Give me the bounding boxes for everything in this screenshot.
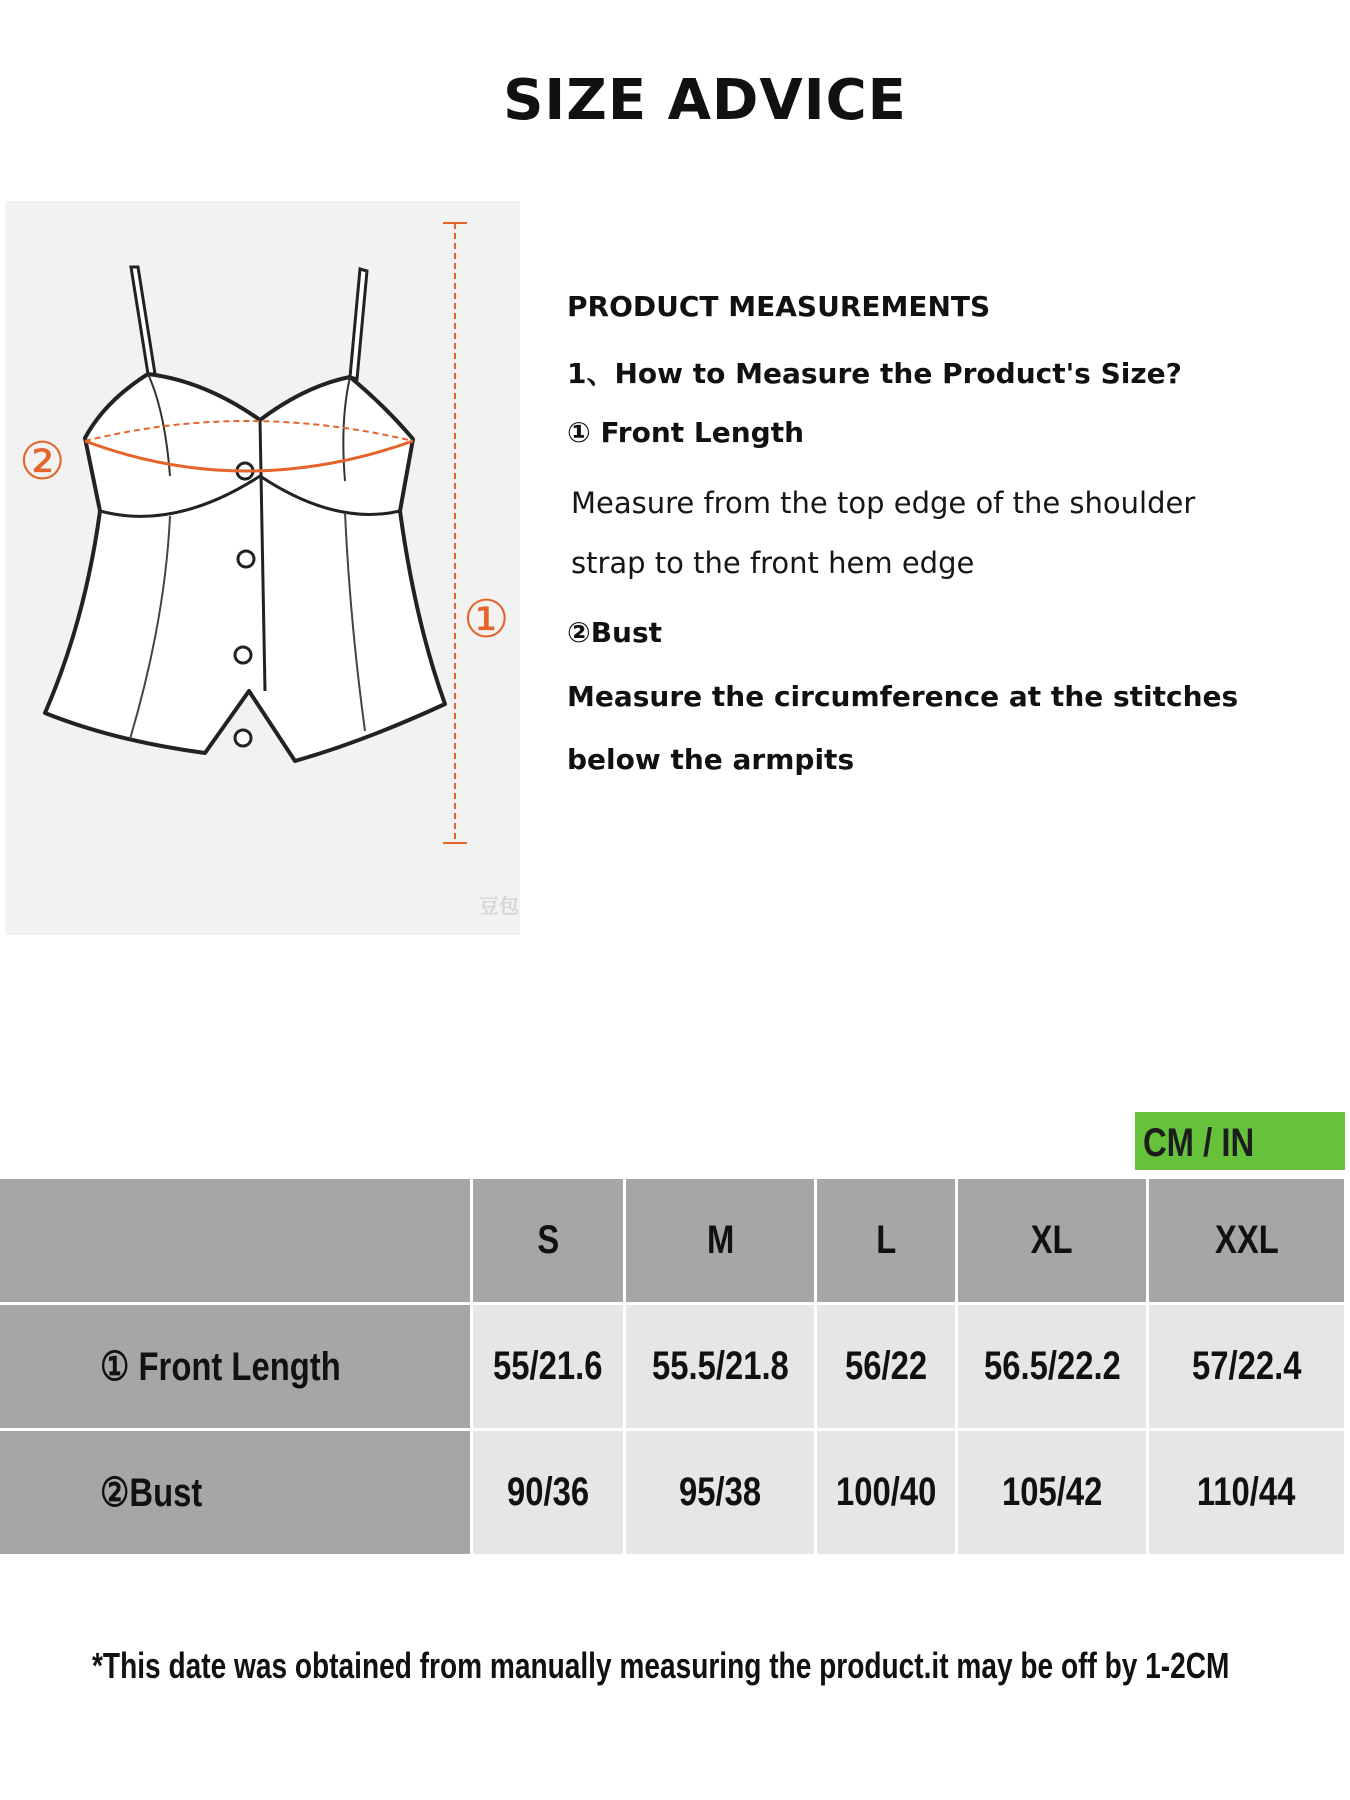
unit-badge: [1135, 1112, 1345, 1170]
row-label-bust: [0, 1431, 470, 1554]
table-cell: [817, 1431, 955, 1554]
garment-measurement-diagram: [5, 201, 520, 935]
size-label: XL: [1031, 1218, 1073, 1262]
button: [235, 647, 251, 663]
table-cell: [473, 1305, 623, 1428]
right-strap: [350, 269, 367, 379]
front-length-desc-line1: Measure from the top edge of the shoulder: [571, 486, 1196, 520]
cell-value: 55.5/21.8: [651, 1344, 789, 1388]
left-strap: [131, 267, 155, 374]
cell-value: 57/22.4: [1191, 1344, 1302, 1388]
cell-value: 90/36: [507, 1470, 590, 1514]
cell-value: 95/38: [679, 1470, 762, 1514]
button: [238, 551, 254, 567]
row-label-text: ②Bust: [100, 1470, 203, 1515]
size-label: M: [706, 1218, 734, 1262]
length-marker: ①: [463, 590, 510, 650]
watermark-logo: 豆包: [479, 894, 519, 918]
size-header-cell: [817, 1179, 955, 1302]
table-cell: [626, 1431, 814, 1554]
table-cell: [626, 1305, 814, 1428]
cell-value: 56/22: [845, 1344, 928, 1388]
table-row: [0, 1305, 1344, 1428]
bust-title: ②Bust: [567, 616, 663, 649]
instructions-question: 1、How to Measure the Product's Size?: [567, 357, 1182, 390]
table-cell: [473, 1431, 623, 1554]
table-cell: [1149, 1431, 1344, 1554]
size-header-cell: [1149, 1179, 1344, 1302]
cell-value: 110/44: [1197, 1470, 1296, 1514]
camisole-sketch: [5, 201, 520, 935]
front-length-desc-line2: strap to the front hem edge: [571, 546, 975, 580]
table-cell: [958, 1305, 1146, 1428]
front-length-title: ① Front Length: [567, 416, 805, 449]
row-label-front-length: [0, 1305, 470, 1428]
size-header-cell: [958, 1179, 1146, 1302]
size-label: L: [876, 1218, 897, 1262]
measurement-disclaimer: *This date was obtained from manually measuring the product.it may be off by 1-2CM: [92, 1645, 1230, 1686]
cell-value: 55/21.6: [493, 1344, 603, 1388]
unit-label: CM / IN: [1143, 1121, 1255, 1165]
bust-desc-line1: Measure the circumference at the stitches: [567, 680, 1239, 713]
table-cell: [958, 1431, 1146, 1554]
row-label-text: ① Front Length: [100, 1344, 341, 1389]
table-row: [0, 1431, 1344, 1554]
table-cell: [817, 1305, 955, 1428]
table-cell: [1149, 1305, 1344, 1428]
size-chart-table: [0, 1176, 1347, 1557]
size-header-cell: [626, 1179, 814, 1302]
bust-marker: ②: [19, 432, 66, 492]
header-blank-cell: [0, 1179, 470, 1302]
size-label: S: [537, 1218, 560, 1262]
page-title: SIZE ADVICE: [503, 68, 907, 133]
cell-value: 105/42: [1001, 1470, 1103, 1514]
size-header-row: [0, 1179, 1344, 1302]
bust-desc-line2: below the armpits: [567, 743, 855, 776]
size-header-cell: [473, 1179, 623, 1302]
cell-value: 100/40: [835, 1470, 937, 1514]
button: [235, 730, 251, 746]
cell-value: 56.5/22.2: [983, 1344, 1121, 1388]
size-label: XXL: [1214, 1218, 1279, 1262]
instructions-heading: PRODUCT MEASUREMENTS: [567, 290, 991, 323]
